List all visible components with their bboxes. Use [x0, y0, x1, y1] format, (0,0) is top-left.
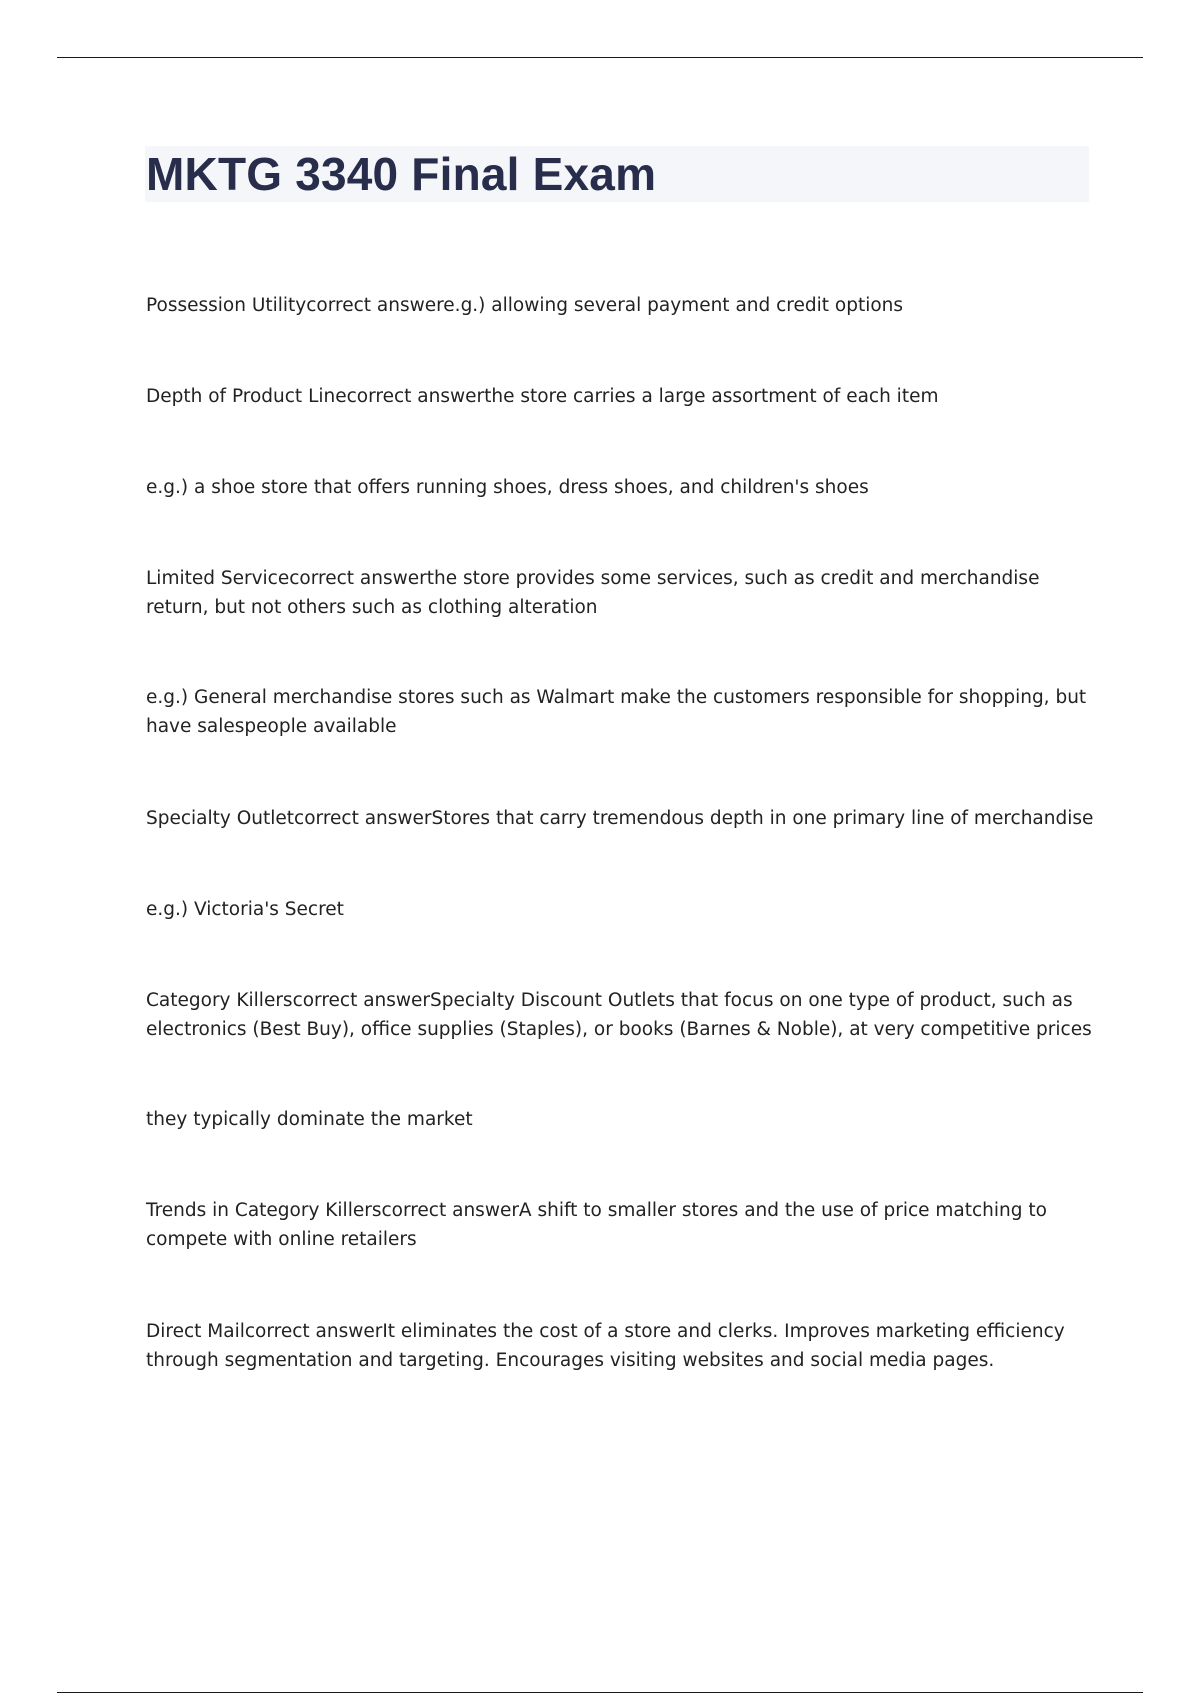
flashcard-entry: e.g.) General merchandise stores such as Walmart make the customers responsible for shopping, but have salespeople available — [146, 687, 1087, 737]
flashcard-entry: e.g.) Victoria's Secret — [146, 899, 344, 920]
flashcard-entry: Category Killerscorrect answerSpecialty Discount Outlets that focus on one type of product, such as electronics (Best Buy), office supplies (Staples), or books (Barnes & Noble), at very competitive prices — [146, 990, 1092, 1040]
flashcard-entry: Depth of Product Linecorrect answerthe store carries a large assortment of each item — [146, 386, 939, 407]
bottom-rule — [57, 1692, 1143, 1693]
page-title: MKTG 3340 Final Exam — [146, 148, 657, 200]
flashcard-entry: Possession Utilitycorrect answere.g.) allowing several payment and credit options — [146, 295, 904, 316]
flashcard-entry: they typically dominate the market — [146, 1109, 473, 1130]
flashcard-entry: Direct Mailcorrect answerIt eliminates the cost of a store and clerks. Improves marketing efficiency through segmentation and targeting. Encourages visiting websites and social media pages. — [146, 1321, 1065, 1371]
flashcard-entry: Limited Servicecorrect answerthe store provides some services, such as credit and merchandise return, but not others such as clothing alteration — [146, 568, 1040, 618]
flashcard-entry: e.g.) a shoe store that offers running shoes, dress shoes, and children's shoes — [146, 477, 869, 498]
flashcard-entry: Trends in Category Killerscorrect answerA shift to smaller stores and the use of price matching to compete with online retailers — [146, 1200, 1047, 1250]
top-rule — [57, 57, 1143, 58]
flashcard-entry: Specialty Outletcorrect answerStores that carry tremendous depth in one primary line of merchandise — [146, 808, 1094, 829]
